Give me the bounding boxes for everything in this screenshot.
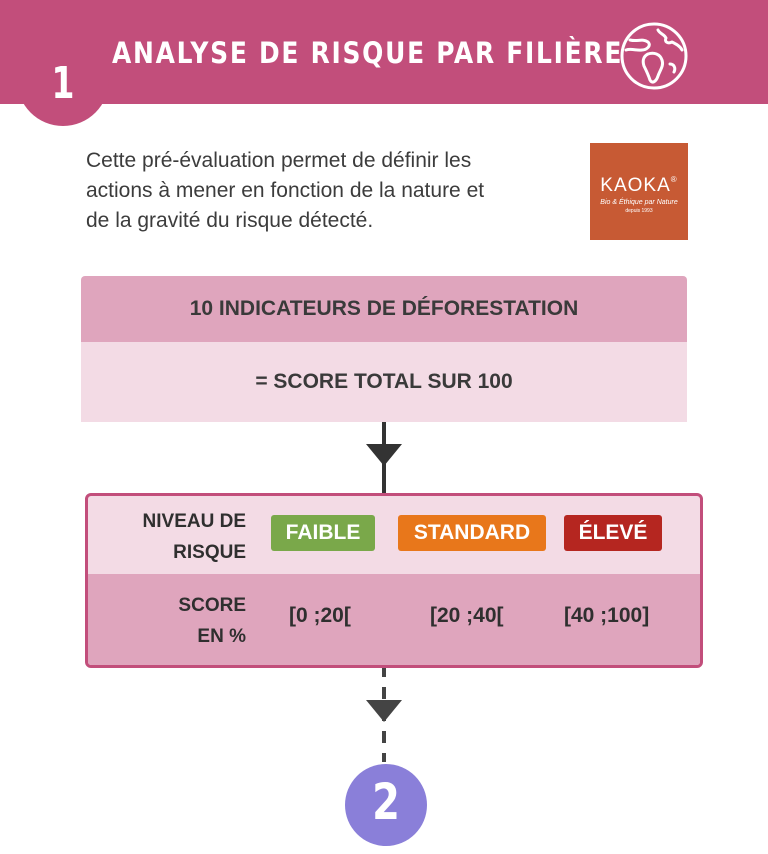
intro-line-2: actions à mener en fonction de la nature et (86, 179, 485, 202)
arrow-head-1 (366, 444, 402, 466)
indicators-title: 10 INDICATEURS DE DÉFORESTATION (81, 276, 687, 342)
arrow-head-2 (366, 700, 402, 722)
intro-line-1: Cette pré-évaluation permet de définir les (86, 149, 472, 172)
score-range-eleve: [40 ;100] (564, 604, 650, 627)
logo-name: KAOKA® (600, 175, 678, 196)
score-range-standard: [20 ;40[ (430, 604, 504, 627)
badge-eleve: ÉLEVÉ (564, 515, 662, 551)
badge-faible: FAIBLE (271, 515, 375, 551)
score-label: SCORE EN % (178, 595, 246, 647)
risk-level-label: NIVEAU DE RISQUE (142, 511, 246, 563)
logo-tagline: Bio & Éthique par Nature (600, 199, 678, 206)
intro-line-3: de la gravité du risque détecté. (86, 209, 374, 232)
risk-table (85, 493, 703, 668)
page-title: ANALYSE DE RISQUE PAR FILIÈRE (112, 36, 624, 70)
score-total: = SCORE TOTAL SUR 100 (81, 342, 687, 422)
badge-standard: STANDARD (398, 515, 546, 551)
next-step-number: 2 (372, 773, 400, 831)
step-number: 1 (51, 58, 75, 109)
logo-since: depuis 1993 (625, 208, 653, 214)
score-range-faible: [0 ;20[ (289, 604, 351, 627)
